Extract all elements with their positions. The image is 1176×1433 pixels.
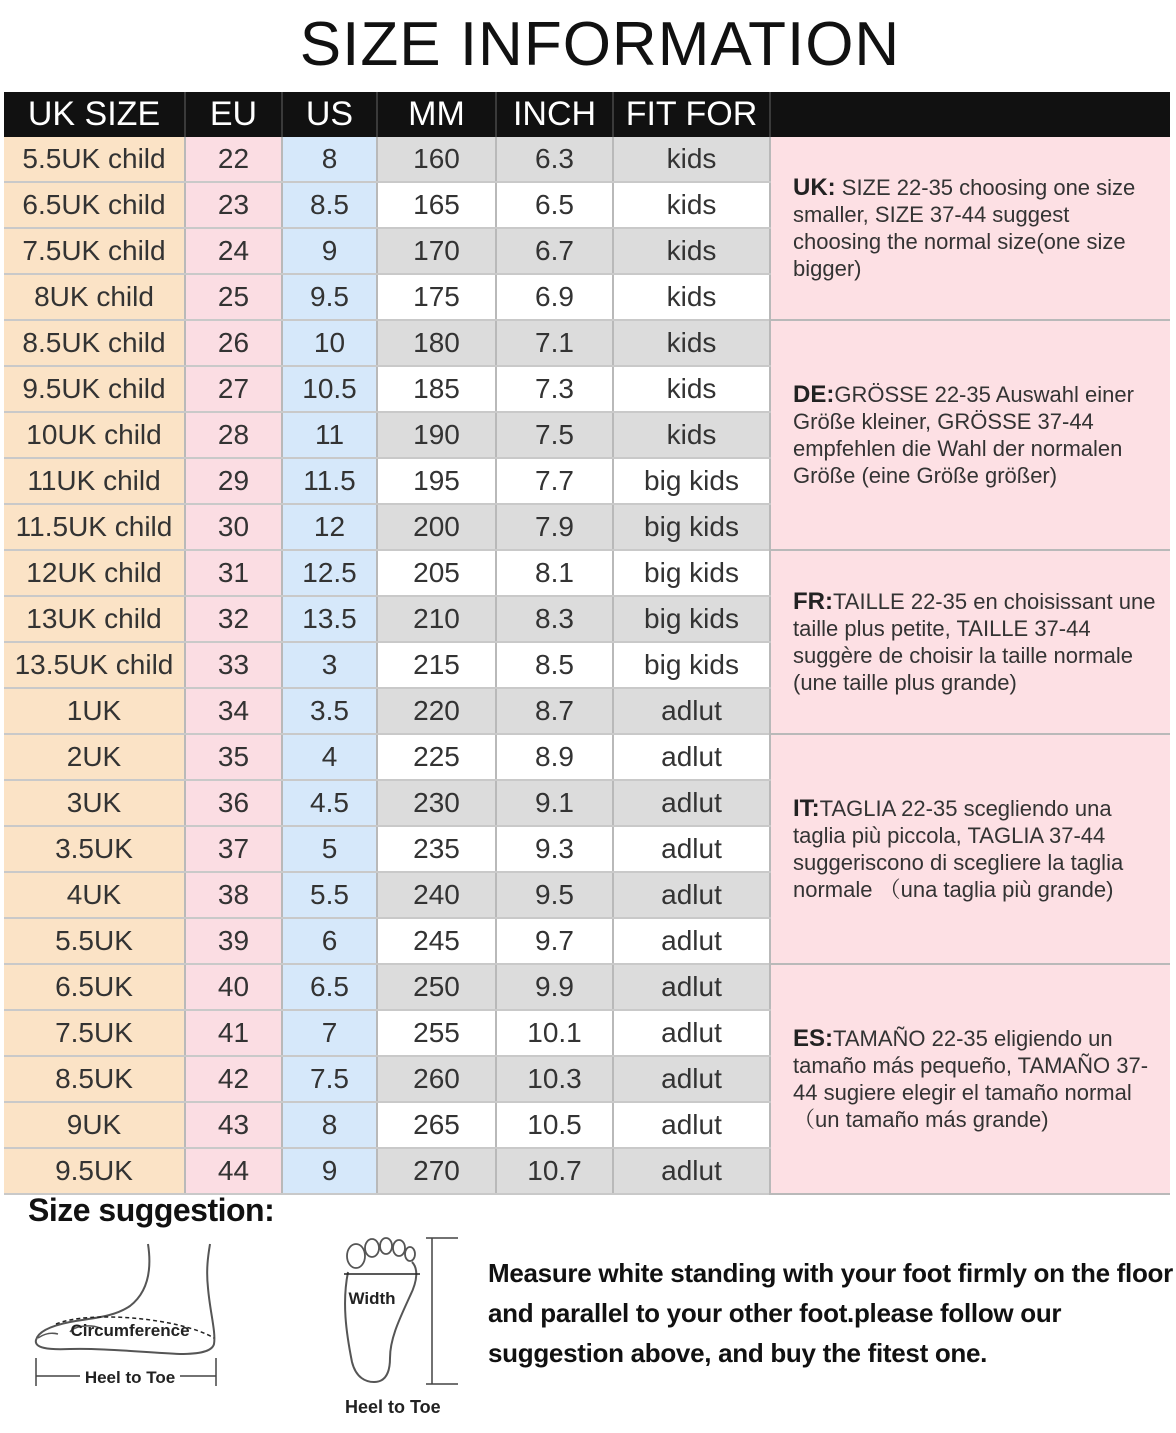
note-text: GRÖSSE 22-35 Auswahl einer Größe kleiner, GRÖSSE 37-44 empfehlen die Wahl der normalen Größe (eine Größe größer)	[793, 382, 1134, 488]
header-blank	[770, 92, 1170, 137]
inch-cell: 10.1	[496, 1010, 613, 1056]
us-cell: 9	[282, 1148, 377, 1194]
fit-for-cell: adlut	[613, 1010, 770, 1056]
us-cell: 10.5	[282, 366, 377, 412]
eu-cell: 23	[185, 182, 282, 228]
toe-4-icon	[393, 1240, 405, 1256]
eu-cell: 37	[185, 826, 282, 872]
eu-cell: 29	[185, 458, 282, 504]
us-cell: 5.5	[282, 872, 377, 918]
note-language-label: UK:	[793, 174, 836, 201]
header-uk-size: UK SIZE	[4, 92, 185, 137]
inch-cell: 9.3	[496, 826, 613, 872]
eu-cell: 40	[185, 964, 282, 1010]
uk-size-cell: 3.5UK	[4, 826, 185, 872]
mm-cell: 265	[377, 1102, 496, 1148]
note-language-label: FR:	[793, 588, 833, 615]
inch-cell: 6.9	[496, 274, 613, 320]
size-advice-note	[770, 734, 1170, 964]
eu-cell: 32	[185, 596, 282, 642]
big-toe-icon	[347, 1244, 365, 1268]
fit-for-cell: adlut	[613, 1102, 770, 1148]
us-cell: 9	[282, 228, 377, 274]
mm-cell: 210	[377, 596, 496, 642]
eu-cell: 42	[185, 1056, 282, 1102]
table-row	[4, 137, 1170, 182]
header-fit-for: FIT FOR	[613, 92, 770, 137]
fit-for-cell: big kids	[613, 458, 770, 504]
uk-size-cell: 13UK child	[4, 596, 185, 642]
uk-size-cell: 6.5UK child	[4, 182, 185, 228]
mm-cell: 200	[377, 504, 496, 550]
us-cell: 8	[282, 137, 377, 182]
uk-size-cell: 11UK child	[4, 458, 185, 504]
top-heel-to-toe-label: Heel to Toe	[345, 1397, 441, 1417]
inch-cell: 8.7	[496, 688, 613, 734]
eu-cell: 34	[185, 688, 282, 734]
header-mm: MM	[377, 92, 496, 137]
eu-cell: 43	[185, 1102, 282, 1148]
toe-5-icon	[405, 1247, 415, 1261]
eu-cell: 35	[185, 734, 282, 780]
side-foot-diagram	[30, 1240, 230, 1390]
width-label: Width	[348, 1289, 396, 1308]
fit-for-cell: kids	[613, 228, 770, 274]
uk-size-cell: 2UK	[4, 734, 185, 780]
note-language-label: DE:	[793, 381, 835, 408]
uk-size-cell: 8UK child	[4, 274, 185, 320]
mm-cell: 160	[377, 137, 496, 182]
mm-cell: 270	[377, 1148, 496, 1194]
mm-cell: 250	[377, 964, 496, 1010]
measuring-instructions: Measure white standing with your foot firmly on the floor and parallel to your other foot.please follow our suggestion above, and buy the fitest one.	[488, 1258, 1173, 1368]
mm-cell: 195	[377, 458, 496, 504]
inch-cell: 9.5	[496, 872, 613, 918]
us-cell: 8	[282, 1102, 377, 1148]
uk-size-cell: 11.5UK child	[4, 504, 185, 550]
us-cell: 5	[282, 826, 377, 872]
note-language-label: IT:	[793, 795, 820, 822]
fit-for-cell: adlut	[613, 688, 770, 734]
inch-cell: 8.9	[496, 734, 613, 780]
us-cell: 8.5	[282, 182, 377, 228]
uk-size-cell: 9.5UK	[4, 1148, 185, 1194]
uk-size-cell: 5.5UK	[4, 918, 185, 964]
note-text: TAILLE 22-35 en choisissant une taille plus petite, TAILLE 37-44 suggère de choisir la taille normale (une taille plus grande)	[793, 589, 1156, 695]
fit-for-cell: adlut	[613, 826, 770, 872]
eu-cell: 28	[185, 412, 282, 458]
fit-for-cell: big kids	[613, 550, 770, 596]
header-eu: EU	[185, 92, 282, 137]
table-row	[4, 320, 1170, 366]
inch-cell: 8.3	[496, 596, 613, 642]
side-heel-to-toe-label: Heel to Toe	[84, 1368, 176, 1387]
fit-for-cell: kids	[613, 274, 770, 320]
eu-cell: 31	[185, 550, 282, 596]
header-us: US	[282, 92, 377, 137]
us-cell: 12.5	[282, 550, 377, 596]
fit-for-cell: kids	[613, 320, 770, 366]
top-foot-diagram	[330, 1232, 470, 1394]
toe-2-icon	[365, 1239, 379, 1257]
mm-cell: 180	[377, 320, 496, 366]
mm-cell: 185	[377, 366, 496, 412]
mm-cell: 175	[377, 274, 496, 320]
inch-cell: 8.5	[496, 642, 613, 688]
eu-cell: 38	[185, 872, 282, 918]
us-cell: 10	[282, 320, 377, 366]
uk-size-cell: 5.5UK child	[4, 137, 185, 182]
size-advice-note	[770, 137, 1170, 320]
size-advice-note	[770, 964, 1170, 1194]
fit-for-cell: kids	[613, 137, 770, 182]
size-advice-note	[770, 550, 1170, 734]
inch-cell: 10.3	[496, 1056, 613, 1102]
fit-for-cell: adlut	[613, 734, 770, 780]
inch-cell: 8.1	[496, 550, 613, 596]
inch-cell: 7.3	[496, 366, 613, 412]
top-foot-outline-icon	[345, 1262, 416, 1382]
eu-cell: 39	[185, 918, 282, 964]
mm-cell: 245	[377, 918, 496, 964]
eu-cell: 26	[185, 320, 282, 366]
inch-cell: 7.9	[496, 504, 613, 550]
fit-for-cell: big kids	[613, 596, 770, 642]
fit-for-cell: adlut	[613, 780, 770, 826]
uk-size-cell: 12UK child	[4, 550, 185, 596]
note-text: TAGLIA 22-35 scegliendo una taglia più piccola, TAGLIA 37-44 suggeriscono di scegliere la taglia normale （una taglia più grande)	[793, 796, 1124, 902]
page-title: SIZE INFORMATION	[299, 10, 901, 79]
uk-size-cell: 6.5UK	[4, 964, 185, 1010]
table-row	[4, 550, 1170, 596]
fit-for-cell: kids	[613, 412, 770, 458]
us-cell: 6	[282, 918, 377, 964]
mm-cell: 170	[377, 228, 496, 274]
note-language-label: ES:	[793, 1025, 834, 1052]
table-header-row	[4, 92, 1170, 137]
mm-cell: 230	[377, 780, 496, 826]
mm-cell: 240	[377, 872, 496, 918]
inch-cell: 10.7	[496, 1148, 613, 1194]
uk-size-cell: 7.5UK child	[4, 228, 185, 274]
uk-size-cell: 9UK	[4, 1102, 185, 1148]
us-cell: 6.5	[282, 964, 377, 1010]
eu-cell: 24	[185, 228, 282, 274]
us-cell: 11	[282, 412, 377, 458]
us-cell: 12	[282, 504, 377, 550]
fit-for-cell: adlut	[613, 1148, 770, 1194]
uk-size-cell: 1UK	[4, 688, 185, 734]
us-cell: 7	[282, 1010, 377, 1056]
eu-cell: 33	[185, 642, 282, 688]
inch-cell: 6.3	[496, 137, 613, 182]
uk-size-cell: 10UK child	[4, 412, 185, 458]
circumference-label: Circumference	[70, 1321, 190, 1340]
eu-cell: 22	[185, 137, 282, 182]
mm-cell: 165	[377, 182, 496, 228]
us-cell: 3	[282, 642, 377, 688]
inch-cell: 7.7	[496, 458, 613, 504]
fit-for-cell: adlut	[613, 964, 770, 1010]
inch-cell: 9.9	[496, 964, 613, 1010]
mm-cell: 260	[377, 1056, 496, 1102]
size-advice-note	[770, 320, 1170, 550]
fit-for-cell: kids	[613, 366, 770, 412]
inch-cell: 9.7	[496, 918, 613, 964]
fit-for-cell: adlut	[613, 1056, 770, 1102]
uk-size-cell: 8.5UK	[4, 1056, 185, 1102]
mm-cell: 225	[377, 734, 496, 780]
eu-cell: 27	[185, 366, 282, 412]
size-chart-table	[4, 92, 1170, 1195]
inch-cell: 6.5	[496, 182, 613, 228]
mm-cell: 255	[377, 1010, 496, 1056]
note-text: SIZE 22-35 choosing one size smaller, SIZE 37-44 suggest choosing the normal size(one size bigger)	[793, 175, 1136, 281]
table-row	[4, 734, 1170, 780]
us-cell: 9.5	[282, 274, 377, 320]
eu-cell: 44	[185, 1148, 282, 1194]
eu-cell: 41	[185, 1010, 282, 1056]
toe-3-icon	[380, 1238, 392, 1254]
inch-cell: 7.5	[496, 412, 613, 458]
us-cell: 7.5	[282, 1056, 377, 1102]
uk-size-cell: 13.5UK child	[4, 642, 185, 688]
eu-cell: 30	[185, 504, 282, 550]
mm-cell: 220	[377, 688, 496, 734]
inch-cell: 7.1	[496, 320, 613, 366]
table-row	[4, 964, 1170, 1010]
uk-size-cell: 7.5UK	[4, 1010, 185, 1056]
fit-for-cell: big kids	[613, 642, 770, 688]
fit-for-cell: big kids	[613, 504, 770, 550]
inch-cell: 10.5	[496, 1102, 613, 1148]
us-cell: 11.5	[282, 458, 377, 504]
eu-cell: 36	[185, 780, 282, 826]
eu-cell: 25	[185, 274, 282, 320]
us-cell: 13.5	[282, 596, 377, 642]
inch-cell: 9.1	[496, 780, 613, 826]
header-inch: INCH	[496, 92, 613, 137]
us-cell: 4	[282, 734, 377, 780]
note-text: TAMAÑO 22-35 eligiendo un tamaño más pequeño, TAMAÑO 37-44 sugiere elegir el tamaño normal （un tamaño más grande)	[793, 1026, 1149, 1132]
uk-size-cell: 8.5UK child	[4, 320, 185, 366]
uk-size-cell: 9.5UK child	[4, 366, 185, 412]
uk-size-cell: 4UK	[4, 872, 185, 918]
fit-for-cell: adlut	[613, 872, 770, 918]
inch-cell: 6.7	[496, 228, 613, 274]
mm-cell: 205	[377, 550, 496, 596]
us-cell: 4.5	[282, 780, 377, 826]
fit-for-cell: kids	[613, 182, 770, 228]
fit-for-cell: adlut	[613, 918, 770, 964]
mm-cell: 215	[377, 642, 496, 688]
size-suggestion-title: Size suggestion:	[28, 1192, 275, 1228]
mm-cell: 190	[377, 412, 496, 458]
uk-size-cell: 3UK	[4, 780, 185, 826]
us-cell: 3.5	[282, 688, 377, 734]
mm-cell: 235	[377, 826, 496, 872]
